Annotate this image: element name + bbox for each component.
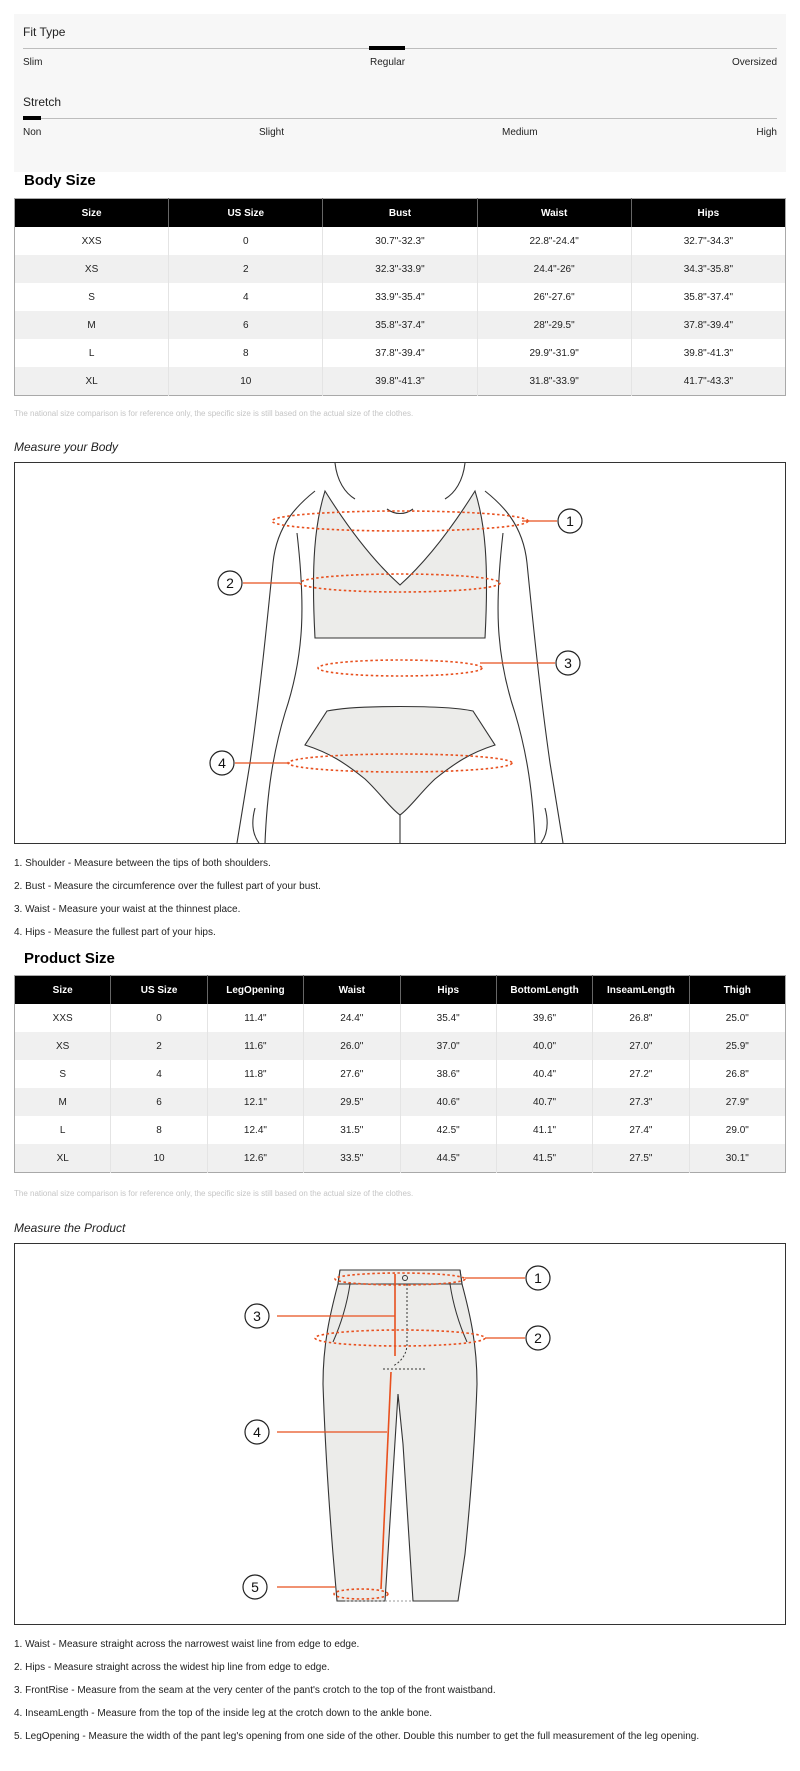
table-row bbox=[15, 1144, 786, 1173]
product-instruction-1: 1. Waist - Measure straight across the narrowest waist line from edge to edge. bbox=[14, 1639, 360, 1650]
column-header: InseamLength bbox=[593, 976, 689, 1005]
body-instruction-4: 4. Hips - Measure the fullest part of your hips. bbox=[14, 927, 216, 938]
stretch-label-medium: Medium bbox=[502, 127, 538, 138]
table-cell: 37.8"-39.4" bbox=[631, 311, 785, 339]
product-instruction-5: 5. LegOpening - Measure the width of the pant leg's opening from one side of the other. Double this number to get the full measurement of the leg opening. bbox=[14, 1731, 700, 1742]
product-callout-1: 1 bbox=[534, 1270, 542, 1286]
product-figure bbox=[14, 1243, 786, 1625]
table-cell: 10 bbox=[111, 1144, 207, 1173]
table-cell: 41.5" bbox=[496, 1144, 592, 1173]
table-row bbox=[15, 1116, 786, 1144]
table-cell: 8 bbox=[169, 339, 323, 367]
table-cell: 41.1" bbox=[496, 1116, 592, 1144]
table-row bbox=[15, 367, 786, 396]
table-cell: 24.4"-26" bbox=[477, 255, 631, 283]
table-cell: 24.4" bbox=[304, 1004, 400, 1032]
column-header: Size bbox=[15, 976, 111, 1005]
table-cell: 12.1" bbox=[207, 1088, 303, 1116]
body-size-note: The national size comparison is for reference only, the specific size is still based on the actual size of the clothes. bbox=[14, 409, 414, 418]
stretch-track bbox=[23, 118, 777, 119]
table-cell: 8 bbox=[111, 1116, 207, 1144]
table-cell: 42.5" bbox=[400, 1116, 496, 1144]
table-row bbox=[15, 255, 786, 283]
table-cell: 30.7"-32.3" bbox=[323, 227, 477, 255]
body-illustration bbox=[15, 463, 785, 843]
table-cell: 35.8"-37.4" bbox=[323, 311, 477, 339]
table-row bbox=[15, 1088, 786, 1116]
table-cell: 26.0" bbox=[304, 1032, 400, 1060]
table-cell: 10 bbox=[169, 367, 323, 396]
table-cell: L bbox=[15, 339, 169, 367]
table-cell: 38.6" bbox=[400, 1060, 496, 1088]
column-header: Hips bbox=[631, 199, 785, 228]
table-cell: XXS bbox=[15, 227, 169, 255]
table-cell: 44.5" bbox=[400, 1144, 496, 1173]
table-cell: 29.0" bbox=[725, 1124, 749, 1136]
table-cell: 6 bbox=[111, 1088, 207, 1116]
table-cell: 41.7"-43.3" bbox=[631, 367, 785, 396]
table-cell: 12.4" bbox=[207, 1116, 303, 1144]
column-header: US Size bbox=[169, 199, 323, 228]
table-cell: 37.8"-39.4" bbox=[323, 339, 477, 367]
stretch-label-high: High bbox=[756, 127, 777, 138]
table-cell: 27.5" bbox=[593, 1144, 689, 1173]
table-cell: 27.6" bbox=[304, 1060, 400, 1088]
table-cell: 2 bbox=[169, 255, 323, 283]
table-cell: 27.2" bbox=[593, 1060, 689, 1088]
table-cell: 27.3" bbox=[593, 1088, 689, 1116]
product-instruction-3: 3. FrontRise - Measure from the seam at the very center of the pant's crotch to the top of the front waistband. bbox=[14, 1685, 496, 1696]
table-cell: 33.5" bbox=[304, 1144, 400, 1173]
fit-type-label-slim: Slim bbox=[23, 57, 43, 68]
table-cell: 27.0" bbox=[593, 1032, 689, 1060]
table-cell: 11.6" bbox=[207, 1032, 303, 1060]
column-header: Waist bbox=[304, 976, 400, 1005]
table-row bbox=[15, 311, 786, 339]
column-header: Bust bbox=[323, 199, 477, 228]
table-cell: 26"-27.6" bbox=[477, 283, 631, 311]
column-header: BottomLength bbox=[496, 976, 592, 1005]
fit-type-label-oversized: Oversized bbox=[731, 57, 777, 68]
body-callout-4: 4 bbox=[218, 755, 226, 771]
table-cell: 4 bbox=[111, 1060, 207, 1088]
table-cell: M bbox=[15, 1088, 111, 1116]
product-callout-4: 4 bbox=[253, 1424, 261, 1440]
table-cell: 39.6" bbox=[496, 1004, 592, 1032]
table-cell: 32.7"-34.3" bbox=[683, 235, 734, 247]
table-cell: 0 bbox=[111, 1004, 207, 1032]
table-cell: XL bbox=[15, 1144, 111, 1173]
table-cell: 40.7" bbox=[496, 1088, 592, 1116]
fit-type-title: Fit Type bbox=[23, 25, 66, 39]
table-cell: 11.8" bbox=[207, 1060, 303, 1088]
table-cell: 0 bbox=[169, 227, 323, 255]
stretch-label-non: Non bbox=[23, 127, 42, 138]
table-cell: 27.9" bbox=[689, 1088, 785, 1116]
table-row bbox=[15, 227, 786, 255]
table-cell: 40.4" bbox=[496, 1060, 592, 1088]
table-cell: XS bbox=[15, 255, 169, 283]
table-cell: 40.0" bbox=[496, 1032, 592, 1060]
product-instruction-2: 2. Hips - Measure straight across the widest hip line from edge to edge. bbox=[14, 1662, 330, 1673]
body-instruction-2: 2. Bust - Measure the circumference over the fullest part of your bust. bbox=[14, 881, 321, 892]
column-header: LegOpening bbox=[207, 976, 303, 1005]
pants-illustration bbox=[15, 1244, 785, 1624]
table-header-row bbox=[15, 976, 786, 1005]
table-cell: M bbox=[15, 311, 169, 339]
table-cell: 33.9"-35.4" bbox=[323, 283, 477, 311]
product-size-note: The national size comparison is for reference only, the specific size is still based on the actual size of the clothes. bbox=[14, 1189, 414, 1198]
table-cell: 29.9"-31.9" bbox=[477, 339, 631, 367]
table-cell: 2 bbox=[111, 1032, 207, 1060]
table-cell: 39.8"-41.3" bbox=[683, 347, 734, 359]
table-cell: 40.6" bbox=[400, 1088, 496, 1116]
table-row bbox=[15, 1004, 786, 1032]
table-cell: 37.0" bbox=[400, 1032, 496, 1060]
column-header: Size bbox=[15, 199, 169, 228]
table-cell: 26.8" bbox=[725, 1068, 749, 1080]
table-cell: 4 bbox=[169, 283, 323, 311]
body-callout-2: 2 bbox=[226, 575, 234, 591]
product-callout-5: 5 bbox=[251, 1579, 259, 1595]
product-size-title: Product Size bbox=[24, 950, 115, 967]
table-cell: S bbox=[15, 283, 169, 311]
body-instruction-1: 1. Shoulder - Measure between the tips of both shoulders. bbox=[14, 858, 271, 869]
table-cell: 11.4" bbox=[207, 1004, 303, 1032]
product-callout-3: 3 bbox=[253, 1308, 261, 1324]
column-header: Thigh bbox=[689, 976, 785, 1005]
body-size-table bbox=[14, 198, 786, 396]
table-header-row bbox=[15, 199, 786, 228]
table-cell: 27.4" bbox=[593, 1116, 689, 1144]
table-cell: L bbox=[15, 1116, 111, 1144]
stretch-title: Stretch bbox=[23, 95, 62, 109]
body-instruction-3: 3. Waist - Measure your waist at the thinnest place. bbox=[14, 904, 241, 915]
body-callout-3: 3 bbox=[564, 655, 572, 671]
table-cell: S bbox=[15, 1060, 111, 1088]
column-header: Waist bbox=[477, 199, 631, 228]
table-cell: 30.1" bbox=[689, 1144, 785, 1173]
table-cell: 29.5" bbox=[304, 1088, 400, 1116]
table-cell: XXS bbox=[15, 1004, 111, 1032]
product-callout-2: 2 bbox=[534, 1330, 542, 1346]
measure-product-title: Measure the Product bbox=[14, 1221, 126, 1235]
table-cell: XS bbox=[15, 1032, 111, 1060]
body-size-title: Body Size bbox=[24, 172, 96, 189]
stretch-label-slight: Slight bbox=[259, 127, 285, 138]
table-row bbox=[15, 283, 786, 311]
table-row bbox=[15, 339, 786, 367]
table-cell: 31.5" bbox=[304, 1116, 400, 1144]
table-cell: 25.9" bbox=[689, 1032, 785, 1060]
table-cell: 35.8"-37.4" bbox=[683, 291, 734, 303]
table-cell: 28"-29.5" bbox=[477, 311, 631, 339]
body-figure bbox=[14, 462, 786, 844]
table-cell: 22.8"-24.4" bbox=[477, 227, 631, 255]
column-header: Hips bbox=[400, 976, 496, 1005]
table-cell: 34.3"-35.8" bbox=[631, 255, 785, 283]
table-cell: 26.8" bbox=[593, 1004, 689, 1032]
table-cell: 6 bbox=[169, 311, 323, 339]
table-cell: XL bbox=[15, 367, 169, 396]
table-cell: 12.6" bbox=[207, 1144, 303, 1173]
table-cell: 31.8"-33.9" bbox=[477, 367, 631, 396]
fit-type-marker bbox=[369, 46, 405, 50]
product-instruction-4: 4. InseamLength - Measure from the top of the inside leg at the crotch down to the ankle bone. bbox=[14, 1708, 433, 1719]
table-row bbox=[15, 1060, 786, 1088]
column-header: US Size bbox=[111, 976, 207, 1005]
stretch-marker bbox=[23, 116, 41, 120]
fit-panel bbox=[14, 14, 786, 172]
fit-type-label-regular: Regular bbox=[370, 57, 406, 68]
table-cell: 39.8"-41.3" bbox=[323, 367, 477, 396]
table-row bbox=[15, 1032, 786, 1060]
measure-body-title: Measure your Body bbox=[14, 440, 119, 454]
table-cell: 25.0" bbox=[725, 1012, 749, 1024]
product-size-table bbox=[14, 975, 786, 1173]
table-cell: 35.4" bbox=[400, 1004, 496, 1032]
body-callout-1: 1 bbox=[566, 513, 574, 529]
table-cell: 32.3"-33.9" bbox=[323, 255, 477, 283]
